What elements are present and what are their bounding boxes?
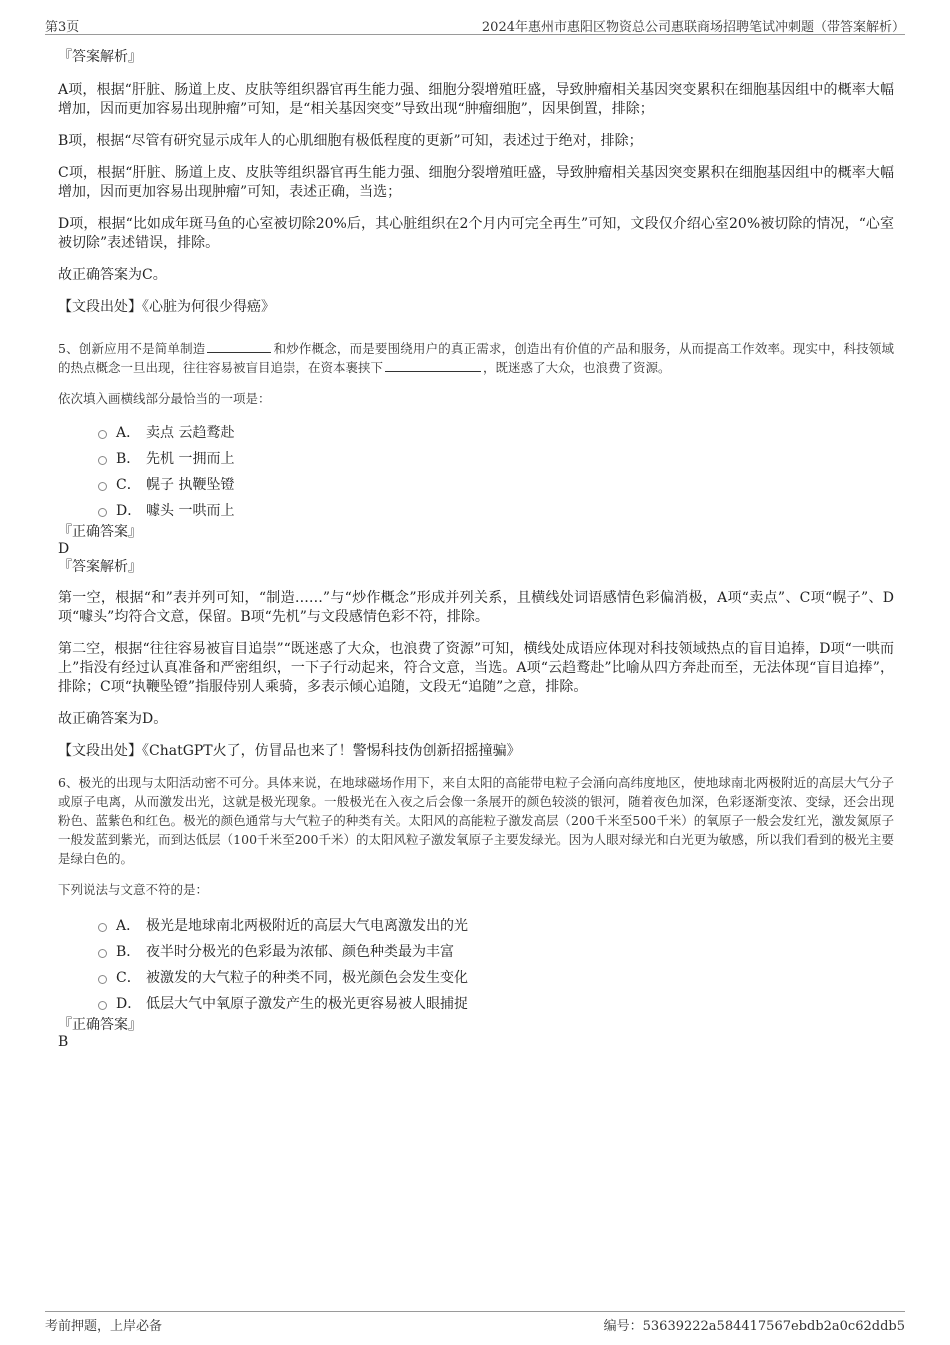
source-text: 《心脏为何很少得癌》: [142, 299, 275, 315]
analysis-label: 『答案解析』: [58, 49, 142, 65]
option-c[interactable]: C． 被激发的大气粒子的种类不同，极光颜色会发生变化: [98, 965, 894, 991]
source-line: [58, 742, 894, 761]
source-label: 【文段出处】: [58, 743, 142, 759]
source-text: 《ChatGPT火了，仿冒品也来了！警惕科技伪创新招摇撞骗》: [142, 743, 521, 759]
page-number: 第3页: [45, 20, 80, 35]
option-b[interactable]: B． 夜半时分极光的色彩最为浓郁、颜色种类最为丰富: [98, 939, 894, 965]
blank-line: [207, 340, 271, 353]
blank-line: [385, 359, 481, 372]
radio-icon[interactable]: [98, 1001, 107, 1010]
analysis-conclusion: 故正确答案为D。: [58, 711, 168, 727]
document-id: 编号：53639222a584417567ebdb2a0c62ddb5: [603, 1319, 905, 1334]
answer-value: D: [58, 541, 70, 557]
radio-icon[interactable]: [98, 482, 107, 491]
document-title: 2024年惠州市惠阳区物资总公司惠联商场招聘笔试冲刺题（带答案解析）: [481, 20, 905, 35]
analysis-paragraph: D项，根据“比如成年斑马鱼的心室被切除20%后，其心脏组织在2个月内可完全再生”可知，文段仅介绍心室20%被切除的情况，“心室被切除”表述错误，排除。: [58, 216, 894, 251]
radio-icon[interactable]: [98, 975, 107, 984]
analysis-paragraph: 第一空，根据“和”表并列可知，“制造……”与“炒作概念”形成并列关系，且横线处词语感情色彩偏消极，A项“卖点”、C项“幌子”、D项“噱头”均符合文意，保留。B项“先机”与文段感情色彩不符，排除。: [58, 590, 894, 625]
analysis-label: 『答案解析』: [58, 559, 142, 575]
analysis-paragraph: 第二空，根据“往往容易被盲目追崇”“既迷惑了大众，也浪费了资源”可知，横线处成语应体现对科技领域热点的盲目追捧，D项“一哄而上”指没有经过认真准备和严密组织，一下子行动起来，符合文意，当选。A项“云趋鹜赴”比喻从四方奔赴而至，无法体现“盲目追捧”，排除；C项“执鞭坠镫”指服侍别人乘骑，多表示倾心追随，文段无“追随”之意，排除。: [58, 641, 894, 695]
radio-icon[interactable]: [98, 949, 107, 958]
option-a[interactable]: A． 极光是地球南北两极附近的高层大气电离激发出的光: [98, 913, 894, 939]
option-d[interactable]: D． 低层大气中氧原子激发产生的极光更容易被人眼捕捉: [98, 991, 894, 1017]
radio-icon[interactable]: [98, 508, 107, 517]
answer-label: 『正确答案』: [58, 524, 142, 540]
footer-slogan: 考前押题，上岸必备: [45, 1319, 163, 1334]
radio-icon[interactable]: [98, 430, 107, 439]
option-d[interactable]: D． 噱头 一哄而上: [98, 498, 894, 524]
question-prompt: 下列说法与文意不符的是：: [58, 882, 209, 897]
options-list: [98, 420, 894, 524]
question-stem: 5、创新应用不是简单制造 和炒作概念，而是要围绕用户的真正需求，创造出有价值的产品和服务，从而提高工作效率。现实中，科技领域的热点概念一旦出现，往往容易被盲目追崇，在资本裹挟下 ，既迷惑了大众，也浪费了资源。: [58, 341, 894, 375]
analysis-paragraph: A项，根据“肝脏、肠道上皮、皮肤等组织器官再生能力强、细胞分裂增殖旺盛，导致肿瘤相关基因突变累积在细胞基因组中的概率大幅增加，因而更加容易出现肿瘤”可知，是“相关基因突变”导致出现“肿瘤细胞”，因果倒置，排除；: [58, 82, 894, 117]
question-prompt: 依次填入画横线部分最恰当的一项是：: [58, 391, 271, 406]
source-label: 【文段出处】: [58, 299, 142, 315]
option-c[interactable]: C． 幌子 执鞭坠镫: [98, 472, 894, 498]
radio-icon[interactable]: [98, 456, 107, 465]
option-a[interactable]: A． 卖点 云趋鹜赴: [98, 420, 894, 446]
page-content: [58, 44, 894, 1051]
analysis-paragraph: C项，根据“肝脏、肠道上皮、皮肤等组织器官再生能力强、细胞分裂增殖旺盛，导致肿瘤相关基因突变累积在细胞基因组中的概率大幅增加，因而更加容易出现肿瘤”可知，表述正确，当选；: [58, 165, 894, 200]
page-header: [45, 14, 905, 35]
answer-label: 『正确答案』: [58, 1017, 142, 1033]
radio-icon[interactable]: [98, 923, 107, 932]
page-footer: [45, 1311, 905, 1335]
analysis-paragraph: B项，根据“尽管有研究显示成年人的心肌细胞有极低程度的更新”可知，表述过于绝对，排除；: [58, 133, 643, 149]
answer-value: B: [58, 1034, 69, 1050]
option-b[interactable]: B． 先机 一拥而上: [98, 446, 894, 472]
question-stem: 6、极光的出现与太阳活动密不可分。具体来说，在地球磁场作用下，来自太阳的高能带电粒子会涌向高纬度地区，使地球南北两极附近的高层大气分子或原子电离，从而激发出光，这就是极光现象。一般极光在入夜之后会像一条展开的颜色较淡的银河，随着夜色加深，色彩逐渐变浓、变绿，还会出现粉色、蓝紫色和红色。极光的颜色通常与大气粒子的种类有关。太阳风的高能粒子激发高层（200千米至500千米）的氧原子一般会发红光，激发氮原子一般发蓝到紫光，而到达低层（100千米至200千米）的太阳风粒子激发氧原子主要发绿光。因为人眼对绿光和白光更为敏感，所以我们看到的极光主要是绿白色的。: [58, 775, 894, 866]
analysis-conclusion: 故正确答案为C。: [58, 267, 167, 283]
options-list: [98, 913, 894, 1017]
source-line: [58, 298, 894, 317]
